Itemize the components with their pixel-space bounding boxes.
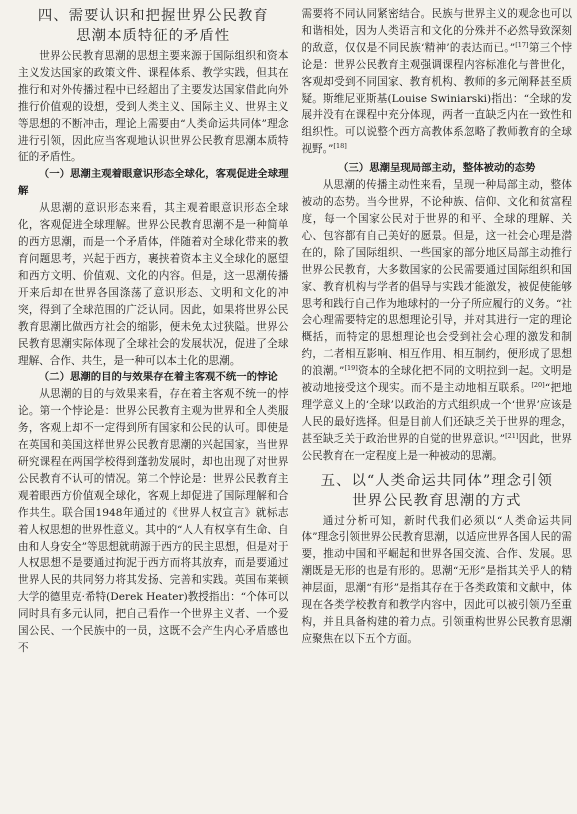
text-run: 第三个悖论是：世界公民教育主观强调课程内容标准化与普世化，客观却受到不同国家、教育机构、教师的多元阐释甚至质疑。斯维尼亚斯基(Louise Swiniarski)指出：“全球的发展并没有在课程中充分体现，两者一直缺乏内在一致性和组织性。可以说整个西方高教体系忽略了教师教育的全球视野。”: [301, 41, 572, 156]
section-5-title: [302, 471, 573, 511]
subsection-3-heading: （三）思潮呈现局部主动，整体被动的态势: [338, 162, 536, 175]
section-4-intro-paragraph: 世界公民教育思潮的思想主要来源于国际组织和资本主义发达国家的政策文件、课程体系、教学实践，但其在推行和对外传播过程中已经超出了主要发达国家借此向外推行价值观的设想，受到人类主义、国际主义、世界主义等思想的不断冲击，理论上需要由“人类命运共同体”理念进行引领，因此应当客观地认识世界公民教育思潮本质特征的矛盾性。: [18, 50, 289, 164]
section-5-paragraph: 通过分析可知，新时代我们必须以“人类命运共同体”理念引领世界公民教育思潮，以适应世界各国人民的需要，推动中国和平崛起和世界各国交流、合作、发展。思潮既是无形的也是有形的。思潮“无形”是指其关乎人的精神层面，思潮“有形”是指其存在于各类政策和文献中，体现在各类学校教育和教学内容中，因此可以被引领乃至重构，并且具备构建的着力点。引领重构世界公民教育思潮应聚焦在以下五个方面。: [301, 514, 572, 645]
citation-18: [18]: [333, 142, 347, 151]
section-4-title: [18, 6, 289, 46]
left-column: [18, 6, 289, 814]
text-run: 从思潮的传播主动性来看，呈现一种局部主动，整体被动的态势。当今世界，不论种族、信仰、文化和贫富程度，每一个国家公民对于世界的和平、全球的理解、关心、包容都有自己美好的愿景。但是，这一社会心理是潜在的，除了国际组织、一些国家的部分地区局部主动推行世界公民教育，大多数国家的公民需要通过国际组织和国家、教育机构与学者的倡导与实践才能激发，被促使能够思考和践行自己作为地球村的一分子所应履行的义务。“社会心理需要特定的思想理论引导，并对其进行一定的理论概括，而特定的思想理论也会受到社会心理的激发和制约，二者相互影响、相互作用、相互制约，便形成了思想的浪潮。”: [301, 179, 572, 378]
subsection-2-paragraph: 从思潮的目的与效果来看，存在着主客观不统一的悖论。第一个悖论是：世界公民教育主观为世界和全人类服务，客观上却不一定得到所有国家和公民的认可。即使是在英国和美国这样世界公民教育思潮的兴起国家，当世界研究课程在两国学校得到蓬勃发展时，却也出现了对世界公民教育不认可的情况。第二个悖论是：世界公民教育主观着眼西方价值观全球化，客观上却促进了国际理解和合作共生。联合国1948年通过的《世界人权宣言》就标志着人权思想的世界性意义。其中的“人人有权享有生命、自由和人身安全”等思想就萌源于西方的民主思想，但是对于人权思想不是要通过拘泥于西方而将其放弃，而是要通过世界人民的共同努力将其发扬、完善和实践。英国布莱顿大学的德里克·希特(Derek Heater)教授指出：“个体可以同时具有多元认同，把自己看作一个世界主义者、一个爱国公民、一个民族中的一员，这既不会产生内心矛盾感也不: [18, 388, 289, 654]
section-4-title-line-1: 四、需要认识和把握世界公民教育: [37, 8, 269, 24]
text-run: 因此，世界公民教育在一定程度上是一种被动的思潮。: [301, 432, 573, 462]
citation-20: [20]: [531, 381, 545, 390]
section-4-title-line-2: 思潮本质特征的矛盾性: [76, 28, 231, 44]
subsection-2-heading: （二）思潮的目的与效果存在着主客观不统一的悖论: [38, 371, 278, 384]
subsection-1-paragraph: 从思潮的意识形态来看，其主观着眼意识形态全球化，客观促进全球理解。世界公民教育思潮不是一种简单的西方思潮，而是一个矛盾体，伴随着对全球化带来的教育问题思考，兴起于西方，裹挟着资本主义全球化的愿望和西方文明、价值观、文化的内容。但是，这一思潮传播开来后却在世界各国涤荡了意识形态、文明和文化的冲突，得到了全球范围的广泛认同。因此，如果将世界公民教育思潮比做西方社会的缩影，便未免太过狭隘。世界公民教育思潮实际体现了全球社会的发展状况，促进了全球理解、合作、共生，是一种可以本土化的思潮。: [18, 202, 289, 367]
text-run: 需要将不同认同紧密结合。民族与世界主义的观念也可以和谐相处，因为人类语言和文化的分殊并不必然导致深刻的敌意，仅仅是不同民族‘精神’的表达而已。”: [301, 8, 572, 54]
citation-21: [21]: [505, 431, 519, 440]
subsection-3-paragraph: [302, 177, 573, 464]
citation-17: [17]: [515, 40, 529, 49]
text-run: “把地理学意义上的‘全球’以政治的方式组织成一个‘世界’应该是人民的最好选择。但是目前人们还缺乏关于世界的理念，甚至缺乏关于政治世界的自觉的世界意识。”: [301, 382, 572, 445]
subsection-1-heading: （一）思潮主观着眼意识形态全球化，客观促进全球理解: [18, 168, 289, 198]
subsection-2-paragraph-continued: [302, 6, 573, 158]
citation-19: [19]: [344, 364, 358, 373]
section-5-title-line-2: 世界公民教育思潮的方式: [352, 492, 522, 509]
right-column: [302, 6, 573, 814]
section-5-title-line-1: 五、以“人类命运共同体”理念引领: [320, 472, 553, 489]
text-run: 资本的全球化把不同的文明拉到一起。文明是被动地接受这个现实。而不是主动地相互联系。: [301, 365, 573, 395]
